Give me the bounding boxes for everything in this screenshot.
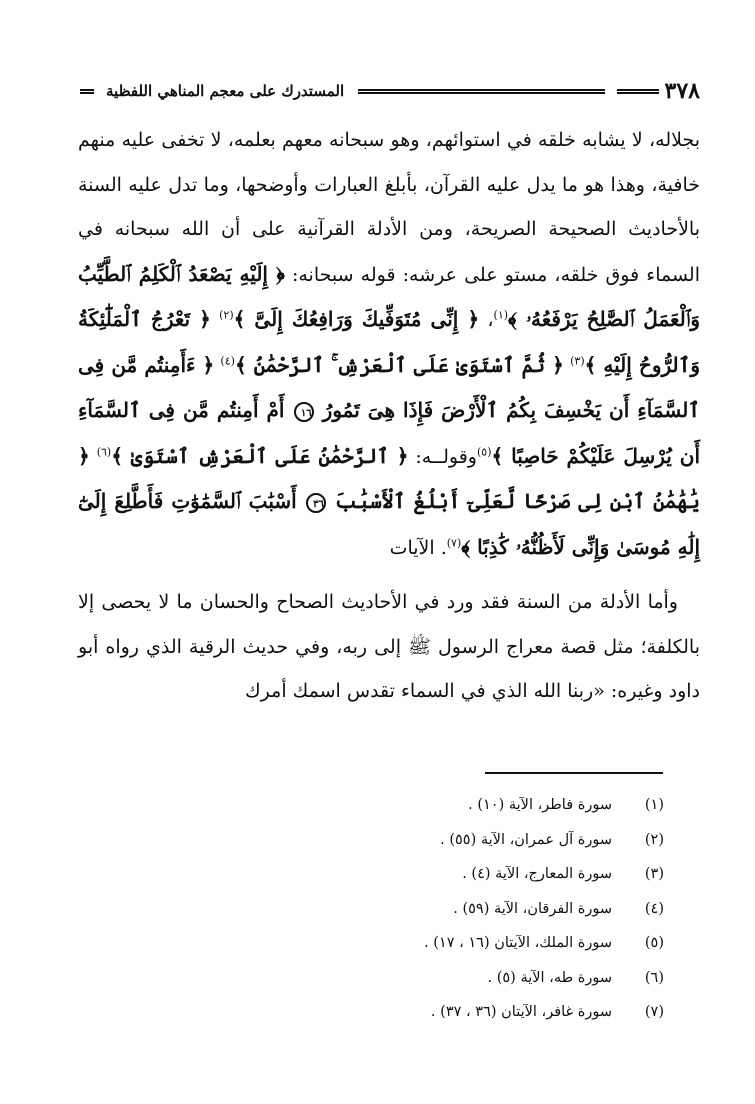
footnote-text: سورة غافر، الآيتان (٣٦ ، ٣٧) . [430, 1004, 612, 1020]
footnote-text: سورة فاطر، الآية (١٠) . [468, 797, 612, 813]
body-text: وقولــه: [415, 445, 477, 468]
page-header [80, 74, 700, 108]
footnote-number: (٤) [644, 900, 664, 917]
footnote [80, 823, 664, 858]
footnote-ref: (٦) [96, 445, 112, 459]
footnote-ref: (١) [493, 308, 509, 322]
ayah-number-marker: ٣٦ [306, 493, 326, 513]
footnote [80, 961, 664, 996]
quran-verse: ﴿ يَٰهَٰمَٰنُ ٱبْنِ لِى صَرْحًا لَّعَلِّىٓ أَبْلُغُ ٱلْأَسْبَٰبَ [78, 443, 700, 513]
footnote-text: سورة آل عمران، الآية (٥٥) . [440, 831, 612, 848]
footnote-number: (٣) [644, 866, 664, 882]
footnote-ref: (٣) [570, 354, 585, 368]
footnote-ref: (٧) [446, 536, 462, 550]
running-title: المستدرك على معجم المناهي اللفظية [106, 82, 345, 100]
footnote [80, 926, 664, 961]
footnote [80, 857, 664, 892]
footnote-number: (٥) [644, 935, 664, 951]
footnote-text: سورة الفرقان، الآية (٥٩) . [453, 900, 612, 917]
quran-verse: ﴿ إِلَيْهِ يَصْعَدُ ٱلْكَلِمُ ٱلطَّيِّبُ وَٱلْعَمَلُ ٱلصَّٰلِحُ يَرْفَعُهُۥ ﴾ [78, 261, 700, 331]
footnote-text: سورة المعارج، الآية (٤) . [462, 866, 612, 882]
quran-verse: ﴿ ثُمَّ ٱسْتَوَىٰ عَلَى ٱلْعَرْشِ ۚ ٱلرَّحْمَٰنُ ﴾ [234, 352, 564, 377]
footnote-ref: (٥) [476, 445, 492, 459]
footnote-number: (١) [644, 797, 664, 813]
footnote-text: سورة طه، الآية (٥) . [487, 969, 612, 986]
header-rule-end [80, 89, 94, 94]
footnotes [80, 788, 664, 1030]
header-rule-short [617, 89, 659, 94]
separator: ، [487, 309, 494, 331]
quran-verse: ﴿ ءَأَمِنتُم مَّن فِى ٱلسَّمَآءِ أَن يَخْسِفَ بِكُمُ ٱلْأَرْضَ فَإِذَا هِىَ تَمُورُ [78, 352, 701, 422]
footnote-text: سورة الملك، الآيتان (١٦ ، ١٧) . [424, 935, 612, 951]
paragraph-1 [78, 118, 700, 570]
footnote-ref: (٢) [219, 308, 234, 322]
quran-verse: ﴿ تَعْرُجُ ٱلْمَلَٰٓئِكَةُ وَٱلرُّوحُ إِلَيْهِ ﴾ [78, 307, 701, 377]
quran-verse: أَمْ أَمِنتُم مَّن فِى ٱلسَّمَآءِ أَن يُرْسِلَ عَلَيْكُمْ حَاصِبًا ﴾ [78, 398, 700, 468]
quran-verse: ﴿ إِنِّى مُتَوَفِّيكَ وَرَافِعُكَ إِلَىَّ ﴾ [233, 307, 480, 331]
footnote-divider [485, 772, 663, 774]
ayah-number-marker: ١٦ [294, 402, 314, 422]
quran-verse: ﴿ ٱلرَّحْمَٰنُ عَلَى ٱلْعَرْشِ ٱسْتَوَىٰ ﴾ [111, 443, 409, 468]
footnote [80, 892, 664, 927]
header-rule-long [358, 89, 604, 94]
footnote-number: (٦) [644, 969, 664, 986]
body-text: . الآيات [389, 536, 447, 559]
page-number: ٣٧٨ [664, 78, 700, 104]
main-text [78, 118, 700, 714]
footnote [80, 788, 664, 823]
body-text: بجلاله، لا يشابه خلقه في استوائهم، وهو سبحانه معهم بعلمه، لا تخفى عليه منهم خافية، وهذا هو ما يدل عليه القرآن، بأبلغ العبارات وأوضحها، وما تدل عليه السنة بالأحاديث الصحيحة الصريحة، ومن الأدلة القرآنية على أن الله سبحانه في السماء فوق خلقه، مستو على عرشه: قوله سبحانه: [78, 129, 700, 286]
footnote-number: (٢) [644, 831, 664, 848]
quran-verse: أَسْبَٰبَ ٱلسَّمَٰوَٰتِ فَأَطَّلِعَ إِلَىٰٓ إِلَٰهِ مُوسَىٰ وَإِنِّى لَأَظُنُّهُۥ كَٰذِبًا ﴾ [78, 489, 700, 559]
footnote-ref: (٤) [220, 354, 235, 368]
footnote [80, 995, 664, 1030]
footnote-number: (٧) [644, 1004, 664, 1020]
paragraph-2: وأما الأدلة من السنة فقد ورد في الأحاديث الصحاح والحسان ما لا يحصى إلا بالكلفة؛ مثل قصة معراج الرسول ﷺ إلى ربه، وفي حديث الرقية الذي رواه أبو داود وغيره: «ربنا الله الذي في السماء تقدس اسمك أمرك [78, 591, 700, 702]
